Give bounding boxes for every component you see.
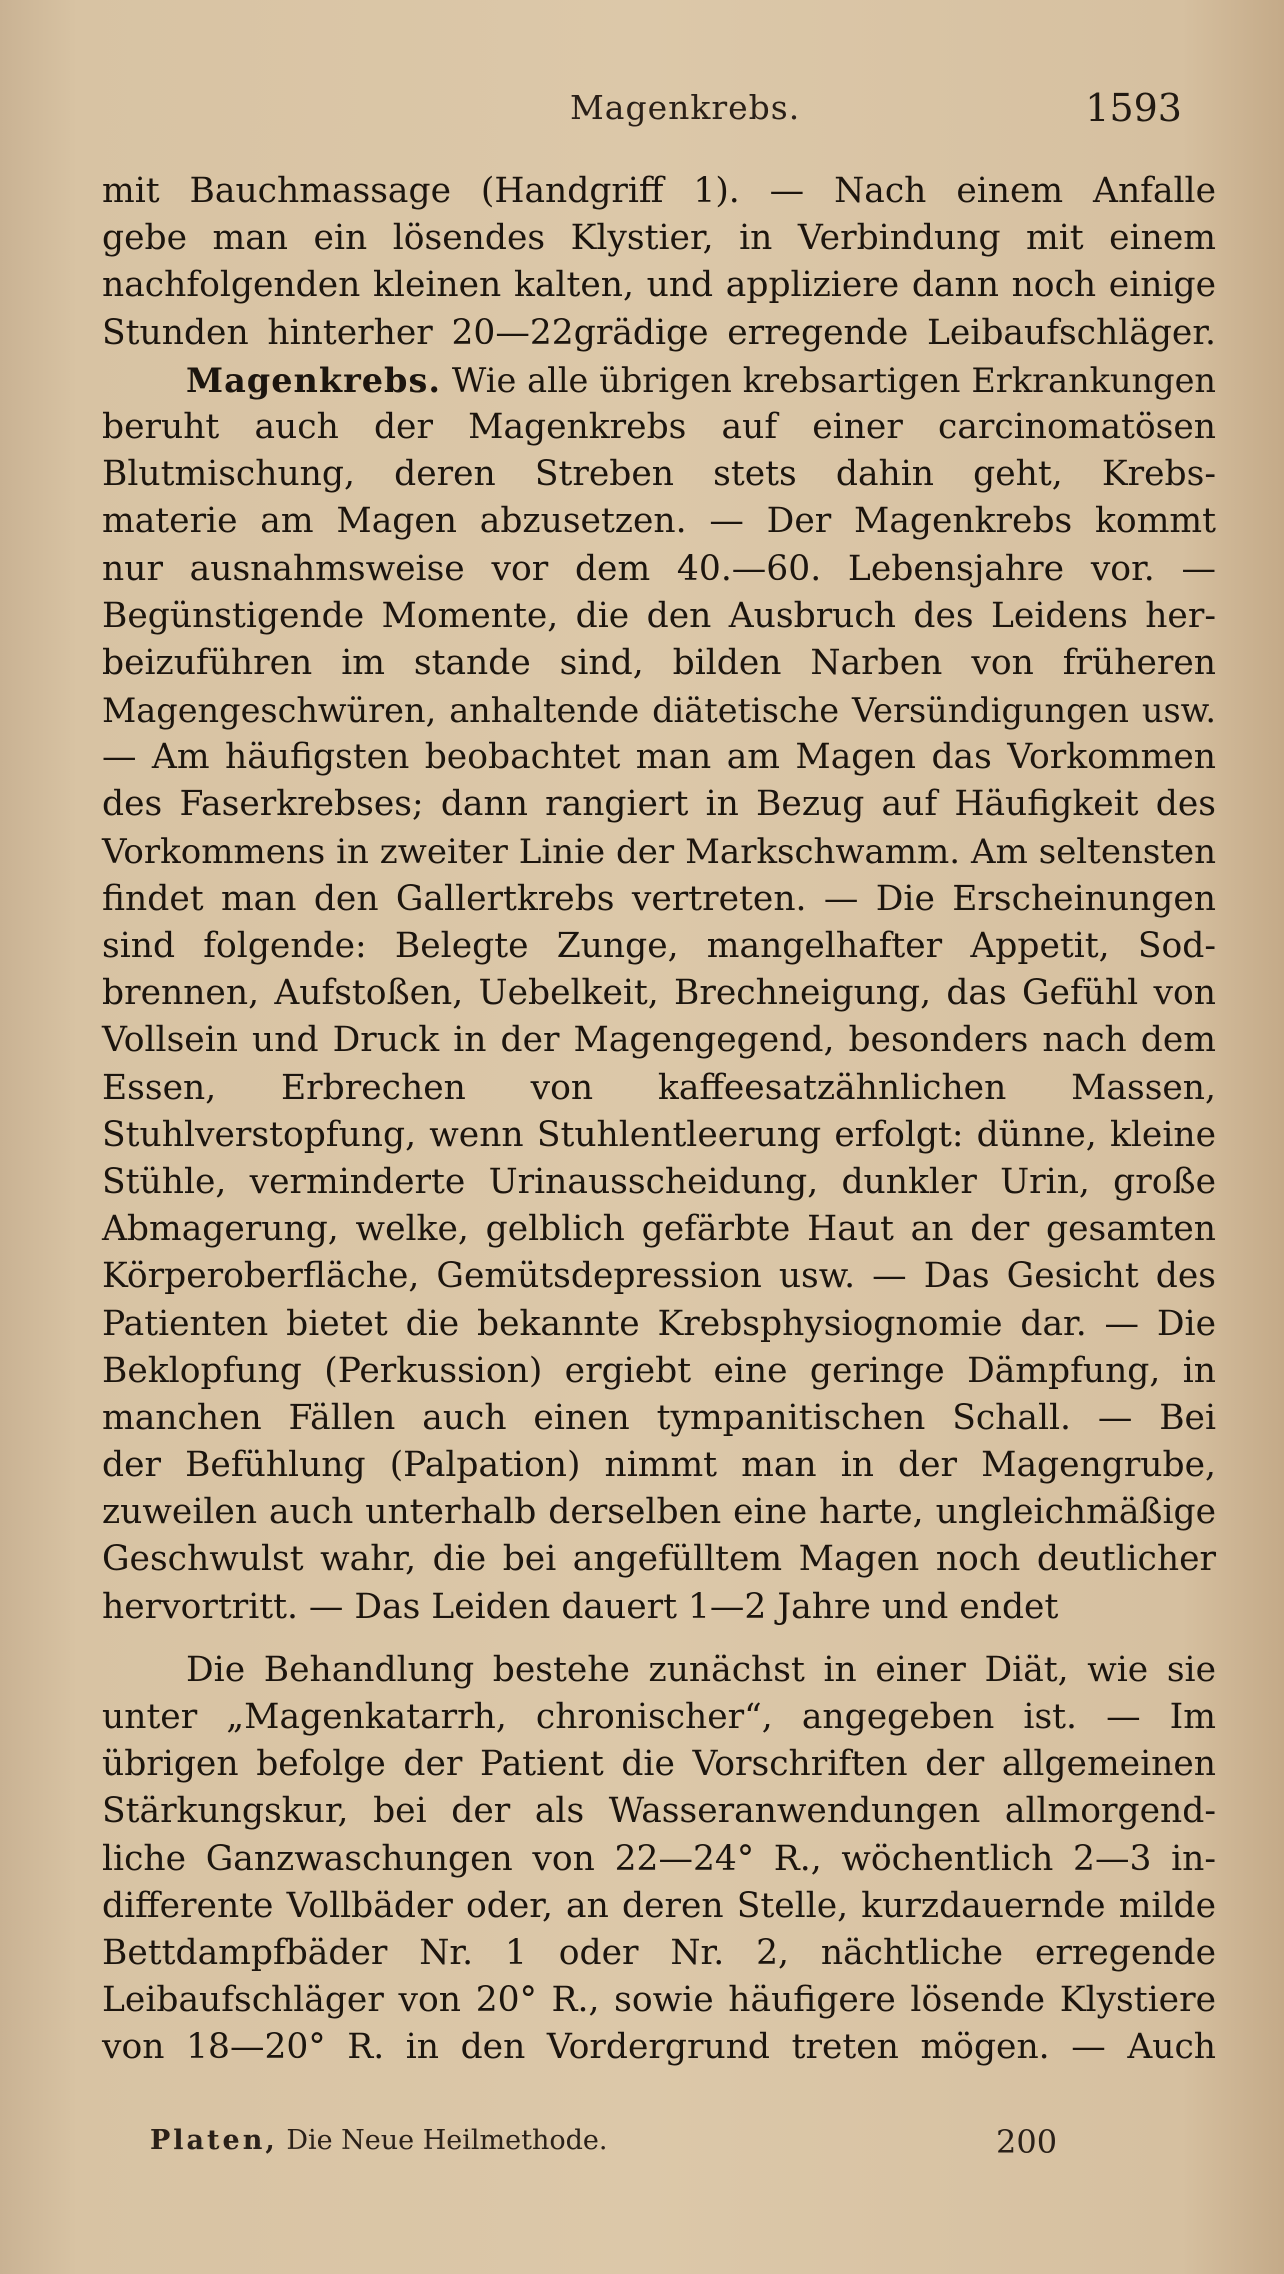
text-line: Die Behandlung bestehe zunächst in einer Diät, wie sie bbox=[186, 1649, 1216, 1690]
text-line: brennen, Aufstoßen, Uebelkeit, Brechneigung, das Gefühl von bbox=[102, 973, 1216, 1014]
running-title: Magenkrebs. bbox=[570, 88, 801, 127]
text-line: liche Ganzwaschungen von 22—24° R., wöchentlich 2—3 in- bbox=[102, 1838, 1216, 1879]
text-line: hervortritt. — Das Leiden dauert 1—2 Jahre und endet bbox=[102, 1586, 1059, 1627]
footer-book-title: Die Neue Heilmethode. bbox=[286, 2125, 608, 2156]
text-line: gebe man ein lösendes Klystier, in Verbindung mit einem bbox=[102, 218, 1216, 259]
text-line: Abmagerung, welke, gelblich gefärbte Haut an der gesamten bbox=[102, 1209, 1216, 1250]
text-line: Vorkommens in zweiter Linie der Markschwamm. Am seltensten bbox=[102, 831, 1216, 872]
page-number: 1593 bbox=[1085, 86, 1182, 130]
text-line: Stunden hinterher 20—22grädige erregende Leibaufschläger. bbox=[102, 312, 1216, 353]
text-line: nur ausnahmsweise vor dem 40.—60. Lebensjahre vor. — bbox=[102, 548, 1216, 589]
page-header bbox=[100, 88, 1220, 144]
text-line: Stuhlverstopfung, wenn Stuhlentleerung erfolgt: dünne, kleine bbox=[102, 1114, 1216, 1155]
text-line: beruht auch der Magenkrebs auf einer carcinomatösen bbox=[102, 406, 1216, 447]
text-line: Magengeschwüren, anhaltende diätetische Versündigungen usw. bbox=[102, 691, 1216, 731]
text-line: der Befühlung (Palpation) nimmt man in der Magengrube, bbox=[102, 1445, 1216, 1486]
text-line: unter „Magenkatarrh, chronischer“, angegeben ist. — Im bbox=[102, 1697, 1216, 1737]
page-footer bbox=[150, 2125, 1190, 2169]
text-line: findet man den Gallertkrebs vertreten. — Die Erscheinungen bbox=[102, 878, 1216, 919]
text-line: Blutmischung, deren Streben stets dahin geht, Krebs- bbox=[102, 454, 1216, 495]
text-line bbox=[102, 357, 1216, 404]
text-line: des Faserkrebses; dann rangiert in Bezug auf Häufigkeit des bbox=[102, 784, 1216, 825]
text-line: Patienten bietet die bekannte Krebsphysiognomie dar. — Die bbox=[102, 1303, 1216, 1344]
text-line: Beklopfung (Perkussion) ergiebt eine geringe Dämpfung, in bbox=[102, 1350, 1216, 1391]
text-line: Stärkungskur, bei der als Wasseranwendungen allmorgend- bbox=[102, 1791, 1216, 1832]
page-body bbox=[102, 168, 1216, 2072]
text-line: von 18—20° R. in den Vordergrund treten mögen. — Auch bbox=[102, 2027, 1216, 2068]
text-line: differente Vollbäder oder, an deren Stelle, kurzdauernde milde bbox=[102, 1885, 1216, 1926]
text-line: Bettdampfbäder Nr. 1 oder Nr. 2, nächtliche erregende bbox=[102, 1932, 1216, 1973]
text-line: Leibaufschläger von 20° R., sowie häufigere lösende Klystiere bbox=[102, 1980, 1216, 2021]
signature-mark: 200 bbox=[996, 2123, 1058, 2161]
paragraph-spacer bbox=[102, 1631, 1216, 1647]
text-line: Geschwulst wahr, die bei angefülltem Magen noch deutlicher bbox=[102, 1539, 1216, 1580]
paragraph-2 bbox=[102, 357, 1216, 1631]
footer-author: Platen, bbox=[150, 2125, 278, 2156]
text-line: sind folgende: Belegte Zunge, mangelhafter Appetit, Sod- bbox=[102, 926, 1216, 966]
text-line: nachfolgenden kleinen kalten, und appliziere dann noch einige bbox=[102, 265, 1216, 306]
footer-imprint bbox=[150, 2125, 607, 2156]
text-run: Wie alle übrigen krebsartigen Erkrankungen bbox=[451, 360, 1216, 400]
text-line: übrigen befolge der Patient die Vorschriften der allgemeinen bbox=[102, 1744, 1216, 1785]
text-line: Begünstigende Momente, die den Ausbruch des Leidens her- bbox=[102, 595, 1216, 636]
text-line: — Am häufigsten beobachtet man am Magen das Vorkommen bbox=[102, 737, 1216, 778]
text-line: beizuführen im stande sind, bilden Narben von früheren bbox=[102, 642, 1216, 683]
section-heading: Magenkrebs. bbox=[186, 360, 442, 400]
text-line: Essen, Erbrechen von kaffeesatzähnlichen Massen, bbox=[102, 1067, 1216, 1108]
text-line: Vollsein und Druck in der Magengegend, besonders nach dem bbox=[102, 1020, 1216, 1061]
text-line: materie am Magen abzusetzen. — Der Magenkrebs kommt bbox=[102, 501, 1216, 542]
text-line: manchen Fällen auch einen tympanitischen Schall. — Bei bbox=[102, 1397, 1216, 1438]
text-line: mit Bauchmassage (Handgriff 1). — Nach einem Anfalle bbox=[102, 171, 1216, 211]
text-line: zuweilen auch unterhalb derselben eine harte, ungleichmäßige bbox=[102, 1492, 1216, 1533]
text-line: Stühle, verminderte Urinausscheidung, dunkler Urin, große bbox=[102, 1161, 1216, 1202]
text-line: Körperoberfläche, Gemütsdepression usw. — Das Gesicht des bbox=[102, 1256, 1216, 1297]
paragraph-1 bbox=[102, 168, 1216, 357]
paragraph-3 bbox=[102, 1647, 1216, 2072]
